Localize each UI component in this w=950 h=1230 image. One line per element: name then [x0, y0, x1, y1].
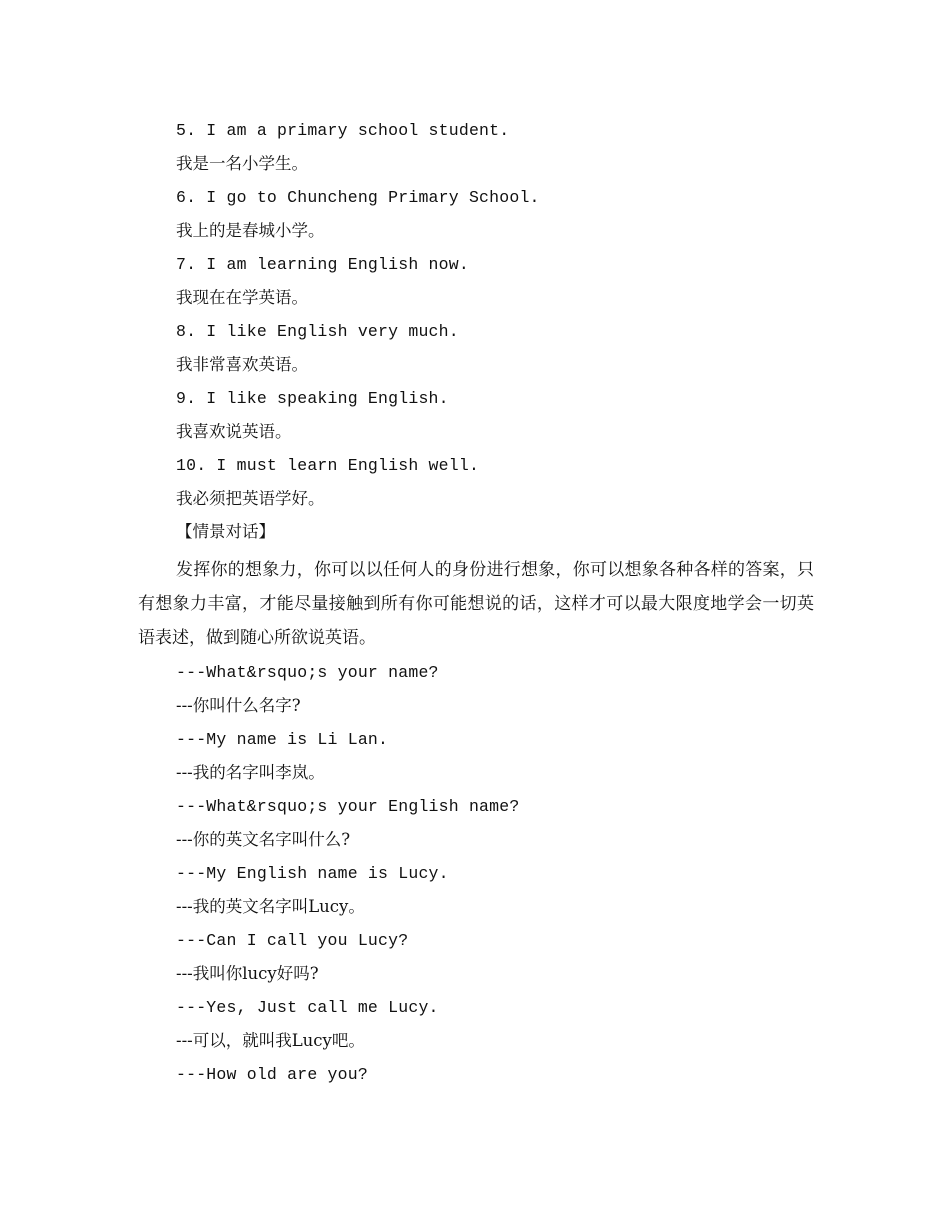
sentence-9-chinese: 我喜欢说英语。 — [176, 422, 292, 441]
dialogue-line: ---What&rsquo;s your name? — [176, 663, 439, 682]
sentence-8-english: 8. I like English very much. — [176, 322, 459, 341]
sentence-9-english: 9. I like speaking English. — [176, 389, 449, 408]
dialogue-line: ---Can I call you Lucy? — [176, 931, 409, 950]
dialogue-line: ---我叫你lucy好吗? — [176, 964, 319, 983]
dialogue-line: ---What&rsquo;s your English name? — [176, 797, 520, 816]
sentence-5-chinese: 我是一名小学生。 — [176, 154, 308, 173]
dialogue-line: ---我的英文名字叫Lucy。 — [176, 897, 365, 916]
sentence-10-chinese: 我必须把英语学好。 — [176, 489, 325, 508]
dialogue-line: ---My name is Li Lan. — [176, 730, 389, 749]
intro-paragraph: 发挥你的想象力，你可以以任何人的身份进行想象，你可以想象各种各样的答案，只有想象力丰富，才能尽量接触到所有你可能想说的话，这样才可以最大限度地学会一切英语表述，做到随心所欲说英语。 — [138, 560, 814, 648]
dialogue-line: ---我的名字叫李岚。 — [176, 763, 325, 782]
dialogue-line: ---My English name is Lucy. — [176, 864, 449, 883]
sentence-7-english: 7. I am learning English now. — [176, 255, 469, 274]
sentence-8-chinese: 我非常喜欢英语。 — [176, 355, 308, 374]
section-heading: 【情景对话】 — [176, 522, 275, 541]
sentence-6-english: 6. I go to Chuncheng Primary School. — [176, 188, 540, 207]
dialogue-line: ---How old are you? — [176, 1065, 368, 1084]
sentence-5-english: 5. I am a primary school student. — [176, 121, 510, 140]
dialogue-line: ---可以，就叫我Lucy吧。 — [176, 1031, 365, 1050]
dialogue-line: ---你的英文名字叫什么? — [176, 830, 351, 849]
dialogue-line: ---Yes, Just call me Lucy. — [176, 998, 439, 1017]
sentence-7-chinese: 我现在在学英语。 — [176, 288, 308, 307]
sentence-6-chinese: 我上的是春城小学。 — [176, 221, 325, 240]
sentence-10-english: 10. I must learn English well. — [176, 456, 480, 475]
dialogue-line: ---你叫什么名字? — [176, 696, 301, 715]
